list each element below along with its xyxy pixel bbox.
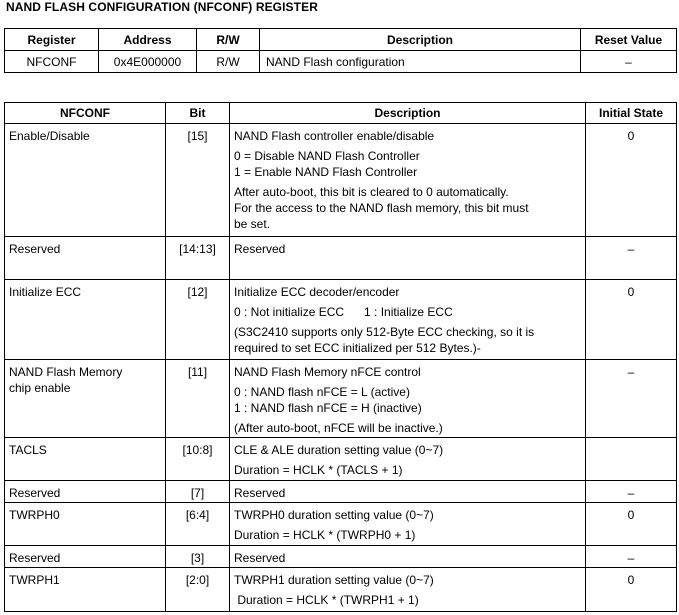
register-title: NAND FLASH CONFIGURATION (NFCONF) REGISTER bbox=[6, 0, 318, 14]
description-line: NAND Flash controller enable/disable bbox=[234, 129, 435, 143]
description-line: Reserved bbox=[234, 486, 286, 500]
description-line: Duration = HCLK * (TWRPH0 + 1) bbox=[234, 528, 416, 542]
field-name bbox=[5, 546, 166, 568]
field-initial-state: 0 bbox=[586, 503, 677, 546]
description-line: CLE & ALE duration setting value (0~7) bbox=[234, 443, 444, 457]
field-initial-state: – bbox=[586, 481, 677, 503]
register-header-row bbox=[5, 29, 677, 51]
header-reset-value: Reset Value bbox=[581, 29, 677, 51]
field-bit: [10:8] bbox=[166, 438, 230, 481]
description-line: 1 = Enable NAND Flash Controller bbox=[234, 165, 418, 179]
field-row bbox=[5, 503, 677, 546]
field-initial-state: – bbox=[586, 360, 677, 438]
field-initial-state: 0 bbox=[586, 280, 677, 360]
description-line: 0 : Not initialize ECC 1 : Initialize ECC bbox=[234, 305, 453, 319]
header-bit: Bit bbox=[166, 103, 230, 124]
description-line: Reserved bbox=[234, 551, 286, 565]
field-initial-state: – bbox=[586, 237, 677, 280]
field-description bbox=[230, 237, 586, 280]
header-description: Description bbox=[260, 29, 581, 51]
field-name-line: NAND Flash Memory bbox=[9, 365, 123, 379]
field-description bbox=[230, 568, 586, 612]
field-bit: [6:4] bbox=[166, 503, 230, 546]
field-name bbox=[5, 237, 166, 280]
description-line: For the access to the NAND flash memory, this bit must bbox=[234, 201, 529, 215]
field-row bbox=[5, 568, 677, 612]
field-description bbox=[230, 503, 586, 546]
header-field-name: NFCONF bbox=[5, 103, 166, 124]
field-description bbox=[230, 481, 586, 503]
field-row bbox=[5, 124, 677, 237]
field-name-line: TACLS bbox=[9, 443, 47, 457]
field-initial-state: 0 bbox=[586, 124, 677, 237]
description-line: TWRPH1 duration setting value (0~7) bbox=[234, 573, 434, 587]
field-description bbox=[230, 438, 586, 481]
header-address: Address bbox=[99, 29, 197, 51]
field-bit: [2:0] bbox=[166, 568, 230, 612]
description-line: Duration = HCLK * (TWRPH1 + 1) bbox=[234, 593, 419, 607]
description-line: 0 : NAND flash nFCE = L (active) bbox=[234, 385, 410, 399]
field-row bbox=[5, 237, 677, 280]
field-description bbox=[230, 360, 586, 438]
register-reset-value: – bbox=[581, 51, 677, 73]
field-name-line: Reserved bbox=[9, 551, 61, 565]
field-description bbox=[230, 546, 586, 568]
field-row bbox=[5, 438, 677, 481]
description-line: 1 : NAND flash nFCE = H (inactive) bbox=[234, 401, 422, 415]
description-line: Reserved bbox=[234, 242, 286, 256]
field-name-line: Enable/Disable bbox=[9, 129, 90, 143]
field-name bbox=[5, 503, 166, 546]
field-name bbox=[5, 438, 166, 481]
field-name-line: Reserved bbox=[9, 242, 61, 256]
field-initial-state: 0 bbox=[586, 568, 677, 612]
field-row bbox=[5, 481, 677, 503]
description-line: required to set ECC initialized per 512 Bytes.)- bbox=[234, 341, 481, 355]
register-address: 0x4E000000 bbox=[99, 51, 197, 73]
header-initial-state: Initial State bbox=[586, 103, 677, 124]
field-name bbox=[5, 481, 166, 503]
description-line: (After auto-boot, nFCE will be inactive.) bbox=[234, 421, 443, 435]
field-description bbox=[230, 124, 586, 237]
field-name-line: Initialize ECC bbox=[9, 285, 82, 299]
description-line: After auto-boot, this bit is cleared to 0 automatically. bbox=[234, 185, 509, 199]
field-header-row bbox=[5, 103, 677, 124]
field-name bbox=[5, 360, 166, 438]
description-line: NAND Flash Memory nFCE control bbox=[234, 365, 421, 379]
description-line: Duration = HCLK * (TACLS + 1) bbox=[234, 463, 403, 477]
header-register: Register bbox=[5, 29, 99, 51]
field-bit: [11] bbox=[166, 360, 230, 438]
field-name-line: TWRPH0 bbox=[9, 508, 60, 522]
description-line: be set. bbox=[234, 217, 271, 231]
description-line: (S3C2410 supports only 512-Byte ECC checking, so it is bbox=[234, 325, 535, 339]
field-table-body bbox=[5, 124, 677, 612]
field-bit: [15] bbox=[166, 124, 230, 237]
field-name bbox=[5, 124, 166, 237]
register-summary-table bbox=[4, 28, 677, 73]
field-name-line: Reserved bbox=[9, 486, 61, 500]
description-line: TWRPH0 duration setting value (0~7) bbox=[234, 508, 434, 522]
description-line: 0 = Disable NAND Flash Controller bbox=[234, 149, 420, 163]
field-row bbox=[5, 546, 677, 568]
register-rw: R/W bbox=[197, 51, 260, 73]
field-initial-state: – bbox=[586, 546, 677, 568]
field-bit: [3] bbox=[166, 546, 230, 568]
field-name bbox=[5, 280, 166, 360]
field-bit: [12] bbox=[166, 280, 230, 360]
field-name-line: TWRPH1 bbox=[9, 573, 60, 587]
bit-field-table bbox=[4, 102, 677, 612]
header-field-description: Description bbox=[230, 103, 586, 124]
field-bit: [7] bbox=[166, 481, 230, 503]
register-description: NAND Flash configuration bbox=[260, 51, 581, 73]
field-initial-state bbox=[586, 438, 677, 481]
field-description bbox=[230, 280, 586, 360]
field-bit: [14:13] bbox=[166, 237, 230, 280]
description-line: Initialize ECC decoder/encoder bbox=[234, 285, 400, 299]
field-name bbox=[5, 568, 166, 612]
field-row bbox=[5, 280, 677, 360]
header-rw: R/W bbox=[197, 29, 260, 51]
field-row bbox=[5, 360, 677, 438]
register-row bbox=[5, 51, 677, 73]
field-name-line: chip enable bbox=[9, 381, 71, 395]
register-name: NFCONF bbox=[5, 51, 99, 73]
